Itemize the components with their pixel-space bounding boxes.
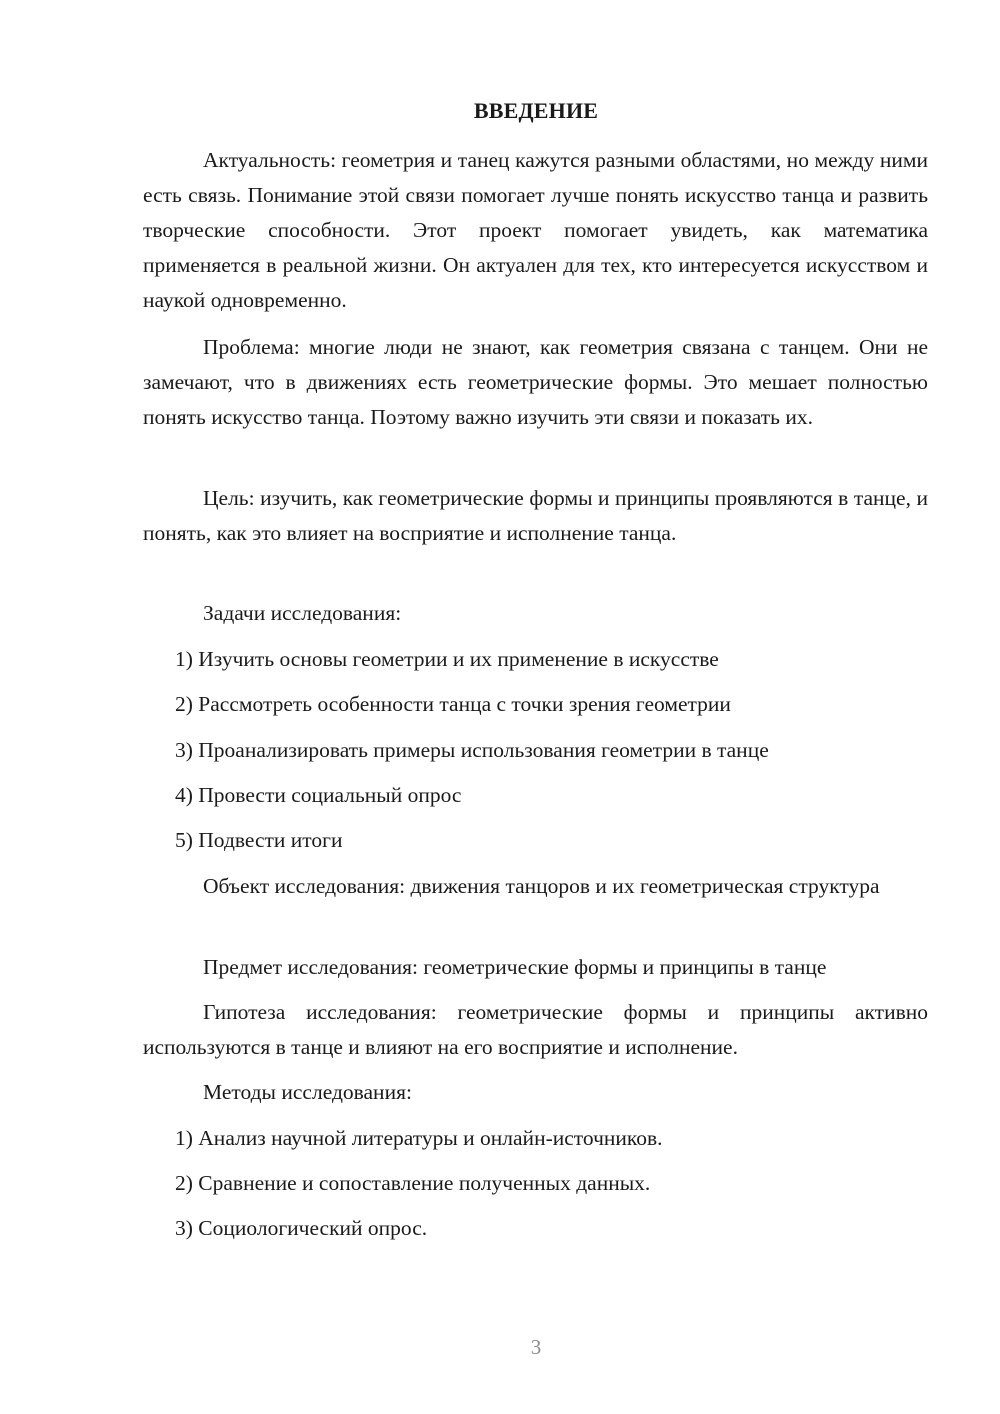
subject-paragraph: Предмет исследования: геометрические формы и принципы в танце: [203, 955, 827, 979]
method-item: 3) Социологический опрос.: [175, 1216, 428, 1240]
task-item: 4) Провести социальный опрос: [175, 783, 462, 807]
method-item: 2) Сравнение и сопоставление полученных данных.: [175, 1171, 651, 1195]
methods-heading: Методы исследования:: [203, 1080, 412, 1104]
goal-paragraph: Цель: изучить, как геометрические формы и принципы проявляются в танце, и понять, как это влияет на восприятие и исполнение танца.: [143, 486, 928, 545]
relevance-paragraph: Актуальность: геометрия и танец кажутся разными областями, но между ними есть связь. Понимание этой связи помогает лучше понять искусство танца и развить творческие способности. Этот проект помогает увидеть, как математика применяется в реальной жизни. Он актуален для тех, кто интересуется искусством и наукой одновременно.: [143, 148, 928, 312]
task-item: 5) Подвести итоги: [175, 828, 343, 852]
task-item: 3) Проанализировать примеры использования геометрии в танце: [175, 738, 769, 762]
hypothesis-paragraph: Гипотеза исследования: геометрические формы и принципы активно используются в танце и влияют на его восприятие и исполнение.: [143, 1000, 928, 1059]
tasks-heading: Задачи исследования:: [203, 601, 402, 625]
task-item: 1) Изучить основы геометрии и их применение в искусстве: [175, 647, 719, 671]
page-title: ВВЕДЕНИЕ: [473, 98, 599, 123]
object-paragraph: Объект исследования: движения танцоров и их геометрическая структура: [203, 874, 880, 898]
problem-paragraph: Проблема: многие люди не знают, как геометрия связана с танцем. Они не замечают, что в движениях есть геометрические формы. Это мешает полностью понять искусство танца. Поэтому важно изучить эти связи и показать их.: [143, 335, 928, 429]
task-item: 2) Рассмотреть особенности танца с точки зрения геометрии: [175, 692, 731, 716]
method-item: 1) Анализ научной литературы и онлайн-источников.: [175, 1126, 663, 1150]
page-number: 3: [530, 1335, 542, 1359]
